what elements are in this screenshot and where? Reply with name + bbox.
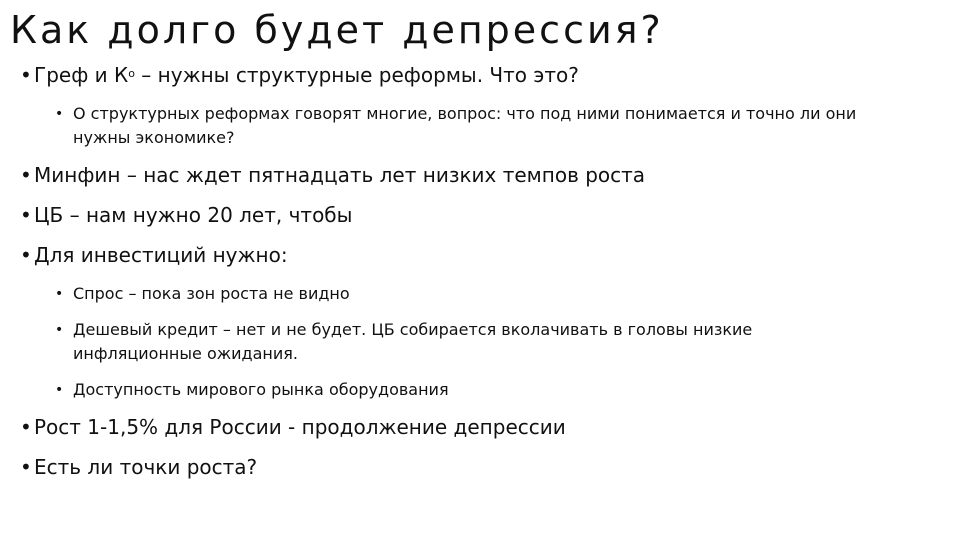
bullet-text: Рост 1-1,5% для России - продолжение депрессии bbox=[34, 415, 566, 439]
sub-bullet-item bbox=[55, 378, 873, 402]
bullet-list bbox=[0, 62, 960, 494]
bullet-dot: • bbox=[55, 106, 64, 122]
sub-bullet-item bbox=[55, 318, 873, 366]
bullet-text: Для инвестиций нужно: bbox=[34, 243, 288, 267]
bullet-dot: • bbox=[20, 203, 32, 227]
bullet-dot: • bbox=[20, 455, 32, 479]
bullet-superscript: о bbox=[128, 67, 135, 80]
bullet-text-cont: – нужны структурные реформы. Что это? bbox=[134, 63, 579, 87]
bullet-text: Минфин – нас ждет пятнадцать лет низких темпов роста bbox=[34, 163, 646, 187]
bullet-item bbox=[20, 202, 934, 228]
sub-bullet-item bbox=[55, 102, 873, 150]
bullet-dot: • bbox=[55, 322, 64, 338]
bullet-item bbox=[20, 454, 934, 480]
bullet-dot: • bbox=[20, 163, 32, 187]
bullet-text: О структурных реформах говорят многие, вопрос: что под ними понимается и точно ли они нужны экономике? bbox=[73, 104, 857, 147]
bullet-text: Доступность мирового рынка оборудования bbox=[73, 380, 449, 399]
bullet-text: Дешевый кредит – нет и не будет. ЦБ собирается вколачивать в головы низкие инфляционные ожидания. bbox=[73, 320, 753, 363]
bullet-dot: • bbox=[20, 243, 32, 267]
bullet-text: Есть ли точки роста? bbox=[34, 455, 258, 479]
sub-bullet-item bbox=[55, 282, 873, 306]
bullet-item bbox=[20, 242, 934, 268]
bullet-item bbox=[20, 414, 934, 440]
bullet-item bbox=[20, 162, 934, 188]
bullet-text: Греф и К bbox=[34, 63, 129, 87]
bullet-item bbox=[20, 62, 934, 88]
bullet-dot: • bbox=[55, 286, 64, 302]
bullet-dot: • bbox=[20, 415, 32, 439]
bullet-text: Спрос – пока зон роста не видно bbox=[73, 284, 350, 303]
bullet-text: ЦБ – нам нужно 20 лет, чтобы bbox=[34, 203, 353, 227]
slide-title: Как долго будет депрессия? bbox=[10, 8, 664, 52]
bullet-dot: • bbox=[55, 382, 64, 398]
bullet-dot: • bbox=[20, 63, 32, 87]
